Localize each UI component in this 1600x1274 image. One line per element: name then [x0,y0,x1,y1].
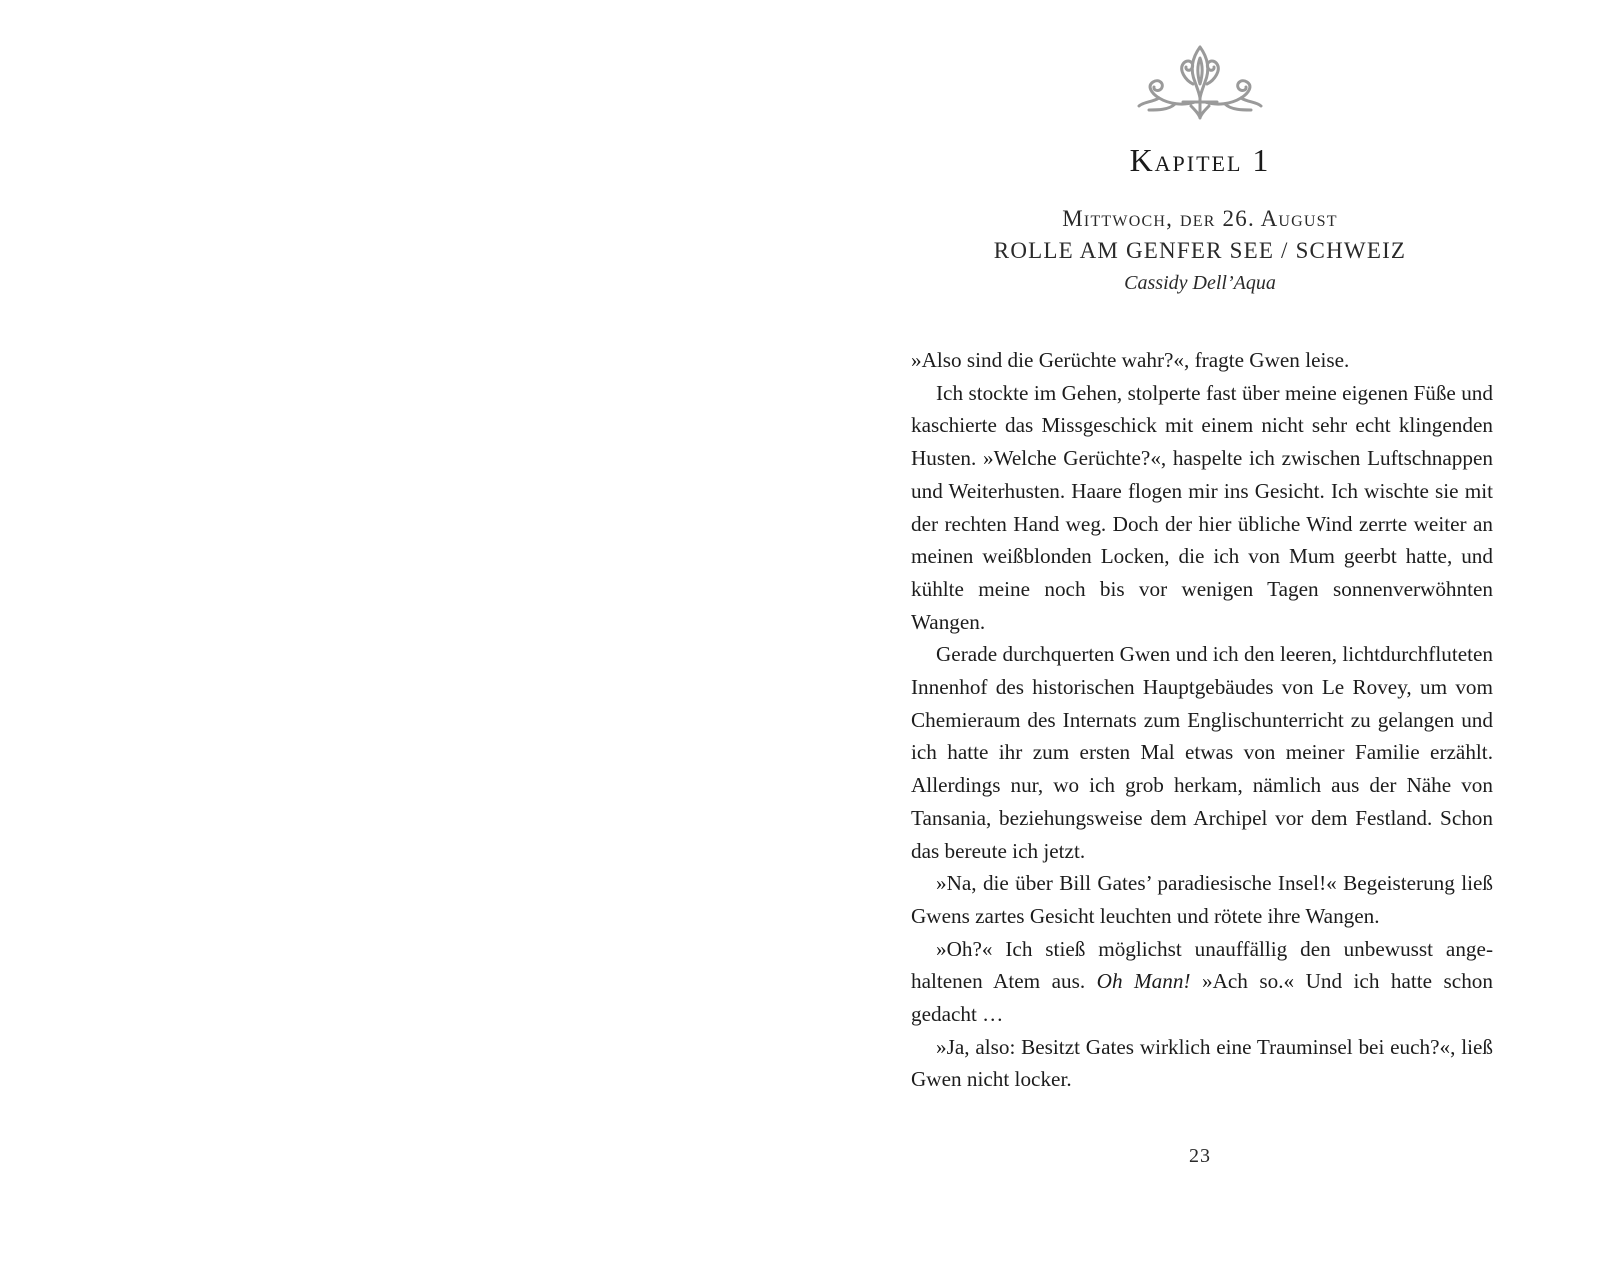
body-paragraph [911,638,1493,867]
text-segment: »Ach so.« Und ich hatte schon gedacht … [911,969,1493,1027]
fleur-de-lis-scroll-ornament-icon [1135,44,1265,120]
body-paragraph [911,377,1493,639]
body-paragraph [911,1031,1493,1096]
chapter-narrator: Cassidy Dell’Aqua [1124,272,1276,294]
body-paragraph [911,867,1493,932]
body-paragraph [911,344,1493,377]
text-segment: Ich stockte im Gehen, stolperte fast über meine eigenen Füße und kaschierte das Missgeschick mit einem nicht sehr echt klingenden Husten. »Welche Gerüchte?«, haspelte ich zwischen Luftschnappen und Weiterhusten. Haare flogen mir ins Gesicht. Ich wischte sie mit der rechten Hand weg. Doch der hier übliche Wind zerrte weiter an meinen weißblonden Locken, die ich von Mum geerbt hatte, und kühlte meine noch bis vor wenigen Tagen sonnenverwöhnten Wangen. [911,380,1493,634]
chapter-place: ROLLE AM GENFER SEE / SCHWEIZ [993,238,1407,263]
text-segment: »Oh?« Ich stieß möglichst unauffällig den unbewusst angehaltenen Atem aus. [911,936,1493,994]
page-number: 23 [1189,1145,1211,1167]
body-paragraph [911,933,1493,1031]
chapter-title: Kapitel 1 [1129,142,1271,178]
italic-text-segment: Oh Mann! [1096,969,1191,994]
right-page [800,0,1600,1274]
chapter-date: Mittwoch, der 26. August [1062,206,1338,231]
text-segment: Gerade durchquerten Gwen und ich den leeren, lichtdurchfluteten Innenhof des historischen Hauptgebäudes von Le Rovey, um vom Chemieraum des Internats zum Englischunterricht zu gelangen und ich hatte ihr zum ersten Mal etwas von meiner Familie erzählt. Allerdings nur, wo ich grob herkam, nämlich aus der Nähe von Tansania, beziehungsweise dem Archipel vor dem Festland. Schon das bereute ich jetzt. [911,642,1493,863]
text-segment: »Ja, also: Besitzt Gates wirklich eine Trauminsel bei euch?«, ließ Gwen nicht locker. [911,1034,1493,1092]
text-segment: »Na, die über Bill Gates’ paradiesische Insel!« Begeisterung ließ Gwens zartes Gesicht leuchten und rötete ihre Wangen. [911,871,1493,928]
body-text [911,344,1493,1096]
text-segment: »Also sind die Gerüchte wahr?«, fragte Gwen leise. [911,348,1350,372]
